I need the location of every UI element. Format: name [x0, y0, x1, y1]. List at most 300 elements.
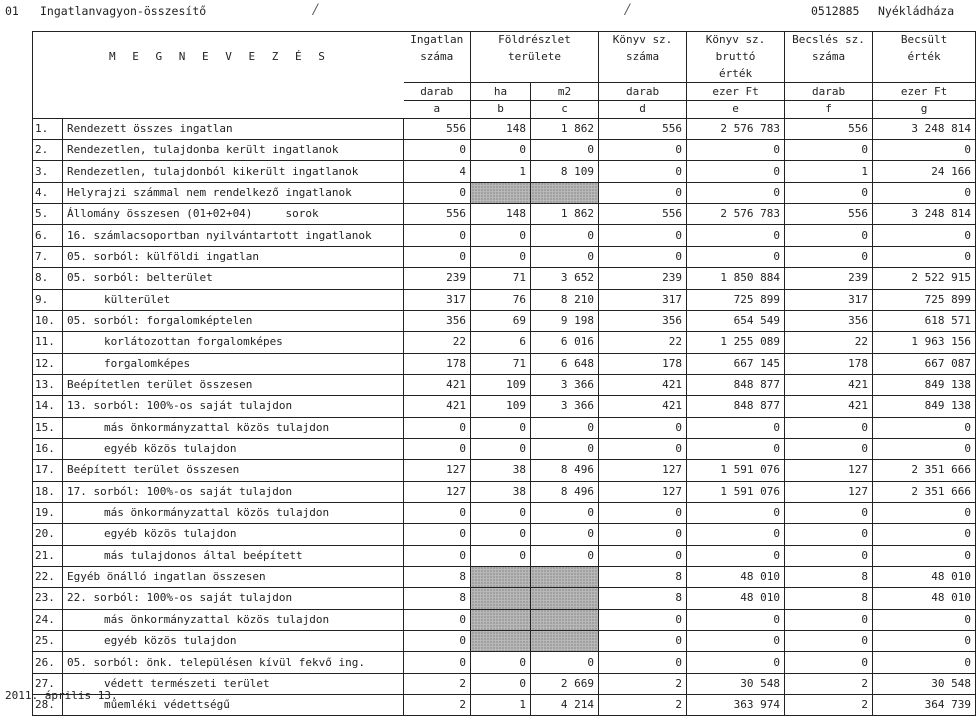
col-d-header-line2: száma: [599, 49, 687, 66]
cell-g: 667 087: [873, 353, 976, 374]
cell-g: 0: [873, 417, 976, 438]
cell-b: 109: [471, 396, 531, 417]
cell-g: 849 138: [873, 396, 976, 417]
cell-c: 0: [531, 524, 599, 545]
cell-b: [471, 182, 531, 203]
cell-g: 0: [873, 524, 976, 545]
cell-g: 2 351 666: [873, 481, 976, 502]
col-d-header-line3: [599, 66, 687, 83]
cell-b: [471, 566, 531, 587]
cell-a: 556: [404, 204, 471, 225]
cell-g: 48 010: [873, 588, 976, 609]
row-number: 8.: [33, 268, 63, 289]
table-row: [33, 118, 976, 139]
cell-f: 0: [785, 417, 873, 438]
col-f-unit: darab: [785, 83, 873, 101]
cell-f: 0: [785, 438, 873, 459]
cell-a: 4: [404, 161, 471, 182]
form-code: 01: [5, 4, 19, 18]
cell-d: 8: [599, 566, 687, 587]
cell-f: 1: [785, 161, 873, 182]
row-number: 5.: [33, 204, 63, 225]
cell-c: 2 669: [531, 673, 599, 694]
row-description: Beépített terület összesen: [63, 460, 404, 481]
row-number: 1.: [33, 118, 63, 139]
cell-f: 556: [785, 118, 873, 139]
cell-b: [471, 588, 531, 609]
cell-a: 239: [404, 268, 471, 289]
cell-e: 48 010: [687, 588, 785, 609]
cell-f: 421: [785, 396, 873, 417]
row-number: 19.: [33, 502, 63, 523]
row-description: egyéb közös tulajdon: [63, 631, 404, 652]
cell-f: 239: [785, 268, 873, 289]
row-description: műemléki védettségű: [63, 695, 404, 716]
row-description: korlátozottan forgalomképes: [63, 332, 404, 353]
cell-b: 38: [471, 460, 531, 481]
cell-g: 0: [873, 545, 976, 566]
cell-c: 1 862: [531, 204, 599, 225]
row-description: 05. sorból: önk. településen kívül fekvő ing.: [63, 652, 404, 673]
cell-c: 8 496: [531, 460, 599, 481]
cell-d: 0: [599, 545, 687, 566]
col-e-header-line3: érték: [687, 66, 785, 83]
cell-e: 667 145: [687, 353, 785, 374]
cell-d: 0: [599, 246, 687, 267]
cell-c: 4 214: [531, 695, 599, 716]
row-number: 11.: [33, 332, 63, 353]
cell-d: 8: [599, 588, 687, 609]
cell-b: [471, 631, 531, 652]
cell-c: 1 862: [531, 118, 599, 139]
table-row: [33, 268, 976, 289]
col-d-unit: darab: [599, 83, 687, 101]
cell-d: 317: [599, 289, 687, 310]
cell-c: 8 109: [531, 161, 599, 182]
cell-b: 0: [471, 246, 531, 267]
cell-c: [531, 631, 599, 652]
cell-f: 556: [785, 204, 873, 225]
row-number: 22.: [33, 566, 63, 587]
table-row: [33, 246, 976, 267]
cell-e: 1 850 884: [687, 268, 785, 289]
cell-b: 76: [471, 289, 531, 310]
cell-b: 71: [471, 353, 531, 374]
cell-a: 127: [404, 460, 471, 481]
pen-mark-icon: /: [313, 2, 318, 18]
cell-e: 0: [687, 502, 785, 523]
table-row: [33, 652, 976, 673]
col-d-letter: d: [599, 101, 687, 119]
cell-a: 0: [404, 417, 471, 438]
cell-d: 22: [599, 332, 687, 353]
cell-e: 0: [687, 545, 785, 566]
cell-g: 725 899: [873, 289, 976, 310]
cell-g: 0: [873, 502, 976, 523]
cell-d: 239: [599, 268, 687, 289]
col-b-letter: b: [471, 101, 531, 119]
cell-f: 0: [785, 140, 873, 161]
cell-d: 556: [599, 204, 687, 225]
cell-f: 2: [785, 695, 873, 716]
table-row: [33, 695, 976, 716]
cell-g: 618 571: [873, 310, 976, 331]
cell-e: 848 877: [687, 396, 785, 417]
table-row: [33, 631, 976, 652]
cell-c: [531, 182, 599, 203]
cell-a: 0: [404, 225, 471, 246]
cell-f: 0: [785, 182, 873, 203]
table-row: [33, 396, 976, 417]
cell-d: 127: [599, 460, 687, 481]
cell-f: 0: [785, 225, 873, 246]
cell-c: 8 210: [531, 289, 599, 310]
cell-a: 421: [404, 374, 471, 395]
cell-b: 0: [471, 140, 531, 161]
cell-b: 148: [471, 204, 531, 225]
cell-e: 1 591 076: [687, 460, 785, 481]
cell-a: 0: [404, 631, 471, 652]
cell-a: 178: [404, 353, 471, 374]
header-spacer: [33, 101, 404, 119]
cell-e: 848 877: [687, 374, 785, 395]
cell-g: 0: [873, 438, 976, 459]
cell-e: 654 549: [687, 310, 785, 331]
table-row: [33, 332, 976, 353]
cell-g: 0: [873, 182, 976, 203]
col-f-letter: f: [785, 101, 873, 119]
cell-a: 317: [404, 289, 471, 310]
row-description: más önkormányzattal közös tulajdon: [63, 609, 404, 630]
col-a-header-line1: Ingatlan: [404, 32, 471, 49]
cell-c: 0: [531, 225, 599, 246]
pen-mark-icon: /: [625, 2, 630, 18]
cell-c: 0: [531, 140, 599, 161]
col-a-unit: darab: [404, 83, 471, 101]
row-description: más önkormányzattal közös tulajdon: [63, 417, 404, 438]
col-b-unit: ha: [471, 83, 531, 101]
cell-g: 0: [873, 609, 976, 630]
row-number: 15.: [33, 417, 63, 438]
row-description: Rendezetlen, tulajdonból kikerült ingatlanok: [63, 161, 404, 182]
cell-e: 0: [687, 609, 785, 630]
cell-e: 0: [687, 524, 785, 545]
table-body: [33, 118, 976, 716]
cell-g: 0: [873, 246, 976, 267]
row-description: egyéb közös tulajdon: [63, 438, 404, 459]
col-f-header-line1: Becslés sz.: [785, 32, 873, 49]
row-number: 12.: [33, 353, 63, 374]
cell-e: 0: [687, 161, 785, 182]
cell-e: 0: [687, 225, 785, 246]
cell-d: 127: [599, 481, 687, 502]
row-description: Rendezett összes ingatlan: [63, 118, 404, 139]
table-row: [33, 673, 976, 694]
cell-d: 0: [599, 609, 687, 630]
cell-a: 556: [404, 118, 471, 139]
row-description: 13. sorból: 100%-os saját tulajdon: [63, 396, 404, 417]
cell-c: 0: [531, 417, 599, 438]
col-e-letter: e: [687, 101, 785, 119]
table-row: [33, 481, 976, 502]
table-row: [33, 140, 976, 161]
row-number: 10.: [33, 310, 63, 331]
cell-f: 127: [785, 481, 873, 502]
cell-f: 0: [785, 502, 873, 523]
cell-a: 8: [404, 588, 471, 609]
cell-f: 0: [785, 609, 873, 630]
col-bc-header-line3: [471, 66, 599, 83]
table-row: [33, 460, 976, 481]
cell-g: 3 248 814: [873, 118, 976, 139]
cell-c: [531, 588, 599, 609]
cell-a: 127: [404, 481, 471, 502]
row-description: külterület: [63, 289, 404, 310]
col-d-header-line1: Könyv sz.: [599, 32, 687, 49]
row-number: 14.: [33, 396, 63, 417]
cell-c: 3 366: [531, 374, 599, 395]
table-row: [33, 182, 976, 203]
cell-e: 0: [687, 438, 785, 459]
cell-c: 0: [531, 246, 599, 267]
cell-d: 2: [599, 695, 687, 716]
cell-b: 0: [471, 438, 531, 459]
cell-c: 3 366: [531, 396, 599, 417]
cell-e: 0: [687, 140, 785, 161]
col-e-header-line1: Könyv sz.: [687, 32, 785, 49]
row-number: 2.: [33, 140, 63, 161]
table-row: [33, 609, 976, 630]
cell-a: 8: [404, 566, 471, 587]
cell-e: 725 899: [687, 289, 785, 310]
cell-d: 0: [599, 417, 687, 438]
table-row: [33, 545, 976, 566]
cell-c: 6 016: [531, 332, 599, 353]
col-f-header-line2: száma: [785, 49, 873, 66]
cell-d: 0: [599, 161, 687, 182]
cell-a: 0: [404, 609, 471, 630]
row-number: 3.: [33, 161, 63, 182]
page-title: Ingatlanvagyon-összesítő: [40, 4, 207, 18]
cell-e: 2 576 783: [687, 204, 785, 225]
col-bc-header-line2: területe: [471, 49, 599, 66]
municipality-name: Nyékládháza: [878, 4, 955, 18]
cell-d: 0: [599, 182, 687, 203]
cell-f: 0: [785, 631, 873, 652]
cell-d: 421: [599, 374, 687, 395]
row-number: 23.: [33, 588, 63, 609]
cell-c: 8 496: [531, 481, 599, 502]
cell-b: 6: [471, 332, 531, 353]
col-bc-header-line1: Földrészlet: [471, 32, 599, 49]
col-g-unit: ezer Ft: [873, 83, 976, 101]
cell-b: 38: [471, 481, 531, 502]
header-spacer: [33, 83, 404, 101]
cell-f: 421: [785, 374, 873, 395]
table-row: [33, 524, 976, 545]
cell-a: 0: [404, 502, 471, 523]
cell-g: 3 248 814: [873, 204, 976, 225]
row-number: 16.: [33, 438, 63, 459]
row-number: 20.: [33, 524, 63, 545]
cell-d: 178: [599, 353, 687, 374]
cell-e: 1 255 089: [687, 332, 785, 353]
cell-e: 0: [687, 182, 785, 203]
cell-f: 8: [785, 588, 873, 609]
cell-g: 0: [873, 140, 976, 161]
row-number: 9.: [33, 289, 63, 310]
cell-d: 0: [599, 524, 687, 545]
row-description: Egyéb önálló ingatlan összesen: [63, 566, 404, 587]
table-row: [33, 417, 976, 438]
cell-e: 2 576 783: [687, 118, 785, 139]
row-number: 18.: [33, 481, 63, 502]
cell-f: 2: [785, 673, 873, 694]
row-description: Beépítetlen terület összesen: [63, 374, 404, 395]
cell-b: 0: [471, 502, 531, 523]
col-g-header-line3: [873, 66, 976, 83]
cell-g: 1 963 156: [873, 332, 976, 353]
cell-a: 2: [404, 695, 471, 716]
cell-d: 0: [599, 225, 687, 246]
cell-c: 6 648: [531, 353, 599, 374]
cell-d: 0: [599, 652, 687, 673]
cell-f: 356: [785, 310, 873, 331]
row-number: 6.: [33, 225, 63, 246]
cell-a: 0: [404, 246, 471, 267]
cell-f: 0: [785, 545, 873, 566]
row-description: más tulajdonos által beépített: [63, 545, 404, 566]
cell-g: 0: [873, 225, 976, 246]
row-description: 16. számlacsoportban nyilvántartott ingatlanok: [63, 225, 404, 246]
cell-d: 0: [599, 438, 687, 459]
cell-g: 2 522 915: [873, 268, 976, 289]
row-description: 22. sorból: 100%-os saját tulajdon: [63, 588, 404, 609]
row-description: egyéb közös tulajdon: [63, 524, 404, 545]
cell-f: 317: [785, 289, 873, 310]
row-description: védett természeti terület: [63, 673, 404, 694]
row-description: Helyrajzi számmal nem rendelkező ingatlanok: [63, 182, 404, 203]
cell-a: 0: [404, 438, 471, 459]
table-row: [33, 566, 976, 587]
cell-a: 0: [404, 182, 471, 203]
row-number: 4.: [33, 182, 63, 203]
cell-g: 48 010: [873, 566, 976, 587]
cell-f: 0: [785, 524, 873, 545]
cell-g: 0: [873, 631, 976, 652]
col-f-header-line3: [785, 66, 873, 83]
cell-d: 356: [599, 310, 687, 331]
row-description: más önkormányzattal közös tulajdon: [63, 502, 404, 523]
cell-b: 0: [471, 673, 531, 694]
cell-c: [531, 609, 599, 630]
cell-g: 364 739: [873, 695, 976, 716]
cell-b: 69: [471, 310, 531, 331]
row-number: 27.: [33, 673, 63, 694]
row-number: 26.: [33, 652, 63, 673]
table-row: [33, 374, 976, 395]
cell-c: 0: [531, 438, 599, 459]
cell-d: 0: [599, 631, 687, 652]
cell-f: 178: [785, 353, 873, 374]
table-row: [33, 438, 976, 459]
cell-b: 0: [471, 524, 531, 545]
col-a-letter: a: [404, 101, 471, 119]
col-g-header-line1: Becsült: [873, 32, 976, 49]
cell-b: 0: [471, 652, 531, 673]
row-description: 17. sorból: 100%-os saját tulajdon: [63, 481, 404, 502]
cell-f: 0: [785, 246, 873, 267]
cell-e: 363 974: [687, 695, 785, 716]
cell-f: 0: [785, 652, 873, 673]
row-number: 24.: [33, 609, 63, 630]
cell-d: 556: [599, 118, 687, 139]
row-description: forgalomképes: [63, 353, 404, 374]
cell-c: 0: [531, 652, 599, 673]
cell-b: 0: [471, 225, 531, 246]
cell-e: 48 010: [687, 566, 785, 587]
table-row: [33, 588, 976, 609]
cell-c: [531, 566, 599, 587]
cell-b: [471, 609, 531, 630]
row-description: Rendezetlen, tulajdonba került ingatlanok: [63, 140, 404, 161]
cell-b: 1: [471, 695, 531, 716]
cell-b: 0: [471, 545, 531, 566]
cell-e: 0: [687, 631, 785, 652]
col-e-unit: ezer Ft: [687, 83, 785, 101]
cell-a: 0: [404, 545, 471, 566]
table-row: [33, 310, 976, 331]
cell-a: 421: [404, 396, 471, 417]
row-number: 21.: [33, 545, 63, 566]
cell-a: 356: [404, 310, 471, 331]
cell-c: 9 198: [531, 310, 599, 331]
col-e-header-line2: bruttó: [687, 49, 785, 66]
cell-a: 22: [404, 332, 471, 353]
cell-e: 30 548: [687, 673, 785, 694]
table-row: [33, 353, 976, 374]
row-description: 05. sorból: külföldi ingatlan: [63, 246, 404, 267]
col-c-letter: c: [531, 101, 599, 119]
footer-date: 2011. április 13.: [5, 689, 118, 702]
cell-b: 0: [471, 417, 531, 438]
cell-d: 421: [599, 396, 687, 417]
cell-g: 2 351 666: [873, 460, 976, 481]
cell-a: 2: [404, 673, 471, 694]
cell-c: 0: [531, 502, 599, 523]
row-description: 05. sorból: belterület: [63, 268, 404, 289]
cell-e: 1 591 076: [687, 481, 785, 502]
cell-d: 0: [599, 502, 687, 523]
cell-d: 2: [599, 673, 687, 694]
cell-b: 109: [471, 374, 531, 395]
row-number: 13.: [33, 374, 63, 395]
table-row: [33, 225, 976, 246]
cell-f: 127: [785, 460, 873, 481]
cell-e: 0: [687, 652, 785, 673]
cell-b: 1: [471, 161, 531, 182]
cell-f: 22: [785, 332, 873, 353]
table-row: [33, 161, 976, 182]
table-row: [33, 204, 976, 225]
col-g-letter: g: [873, 101, 976, 119]
description-header-cell: [33, 32, 404, 83]
table-row: [33, 289, 976, 310]
col-a-header-line2: száma: [404, 49, 471, 66]
cell-a: 0: [404, 524, 471, 545]
col-g-header-line2: érték: [873, 49, 976, 66]
cell-g: 24 166: [873, 161, 976, 182]
